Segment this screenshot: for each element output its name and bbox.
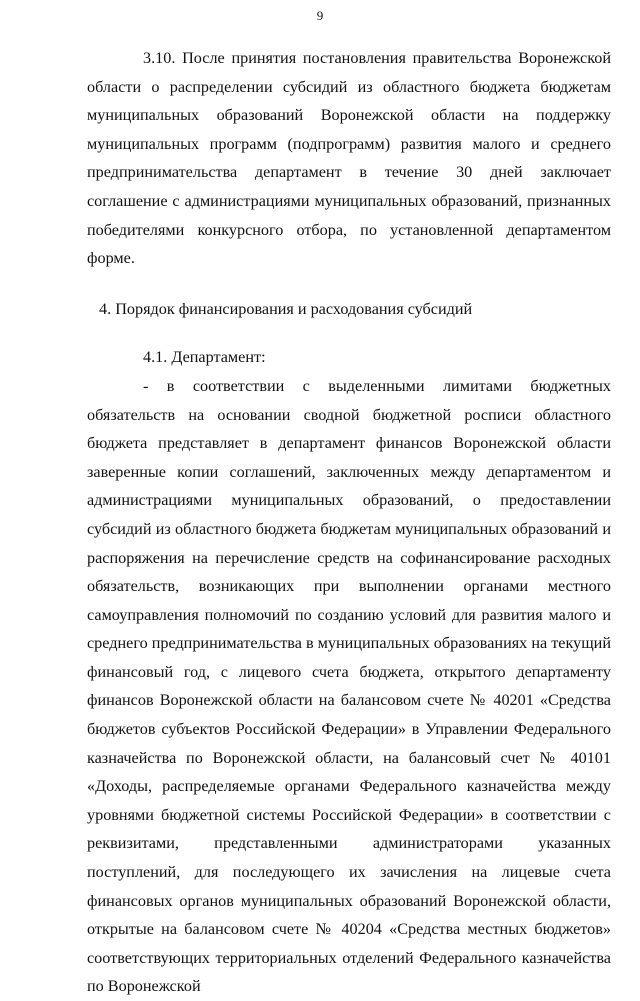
section-4-heading: 4. Порядок финансирования и расходования субсидий [99, 299, 473, 318]
item-4-1: 4.1. Департамент: [143, 348, 266, 367]
page-number: 9 [316, 8, 324, 23]
document-body [87, 44, 611, 1001]
paragraph-3-10: 3.10. После принятия постановления правительства Воронежской области о распределении субсидий из областного бюджета бюджетам муниципальных образований Воронежской области на поддержку муниципальных программ (подпрограмм) развития малого и среднего предпринимательства департамент в течение 30 дней заключает соглашение с администрациями муниципальных образований, признанных победителями конкурсного отбора, по установленной департаментом форме. [87, 49, 611, 268]
bullet-paragraph: - в соответствии с выделенными лимитами бюджетных обязательств на основании сводной бюджетной росписи областного бюджета представляет в департамент финансов Воронежской области заверенные копии соглашений, заключенных между департаментом и администрациями муниципальных образований, о предоставлении субсидий из областного бюджета бюджетам муниципальных образований и распоряжения на перечисление средств на софинансирование расходных обязательств, возникающих при выполнении органами местного самоуправления полномочий по созданию условий для развития малого и среднего предпринимательства в муниципальных образованиях на текущий финансовый год, с лицевого счета бюджета, открытого департаменту финансов Воронежской области на балансовом счете № 40201 «Средства бюджетов субъектов Российской Федерации» в Управлении Федерального казначейства по Воронежской области, на балансовый счет № 40101 «Доходы, распределяемые органами Федерального казначейства между уровнями бюджетной системы Российской Федерации» в соответствии с реквизитами, представленными администраторами указанных поступлений, для последующего их зачисления на лицевые счета финансовых органов муниципальных образований Воронежской области, открытые на балансовом счете № 40204 «Средства местных бюджетов» соответствующих территориальных отделений Федерального казначейства по Воронежской [87, 376, 611, 996]
